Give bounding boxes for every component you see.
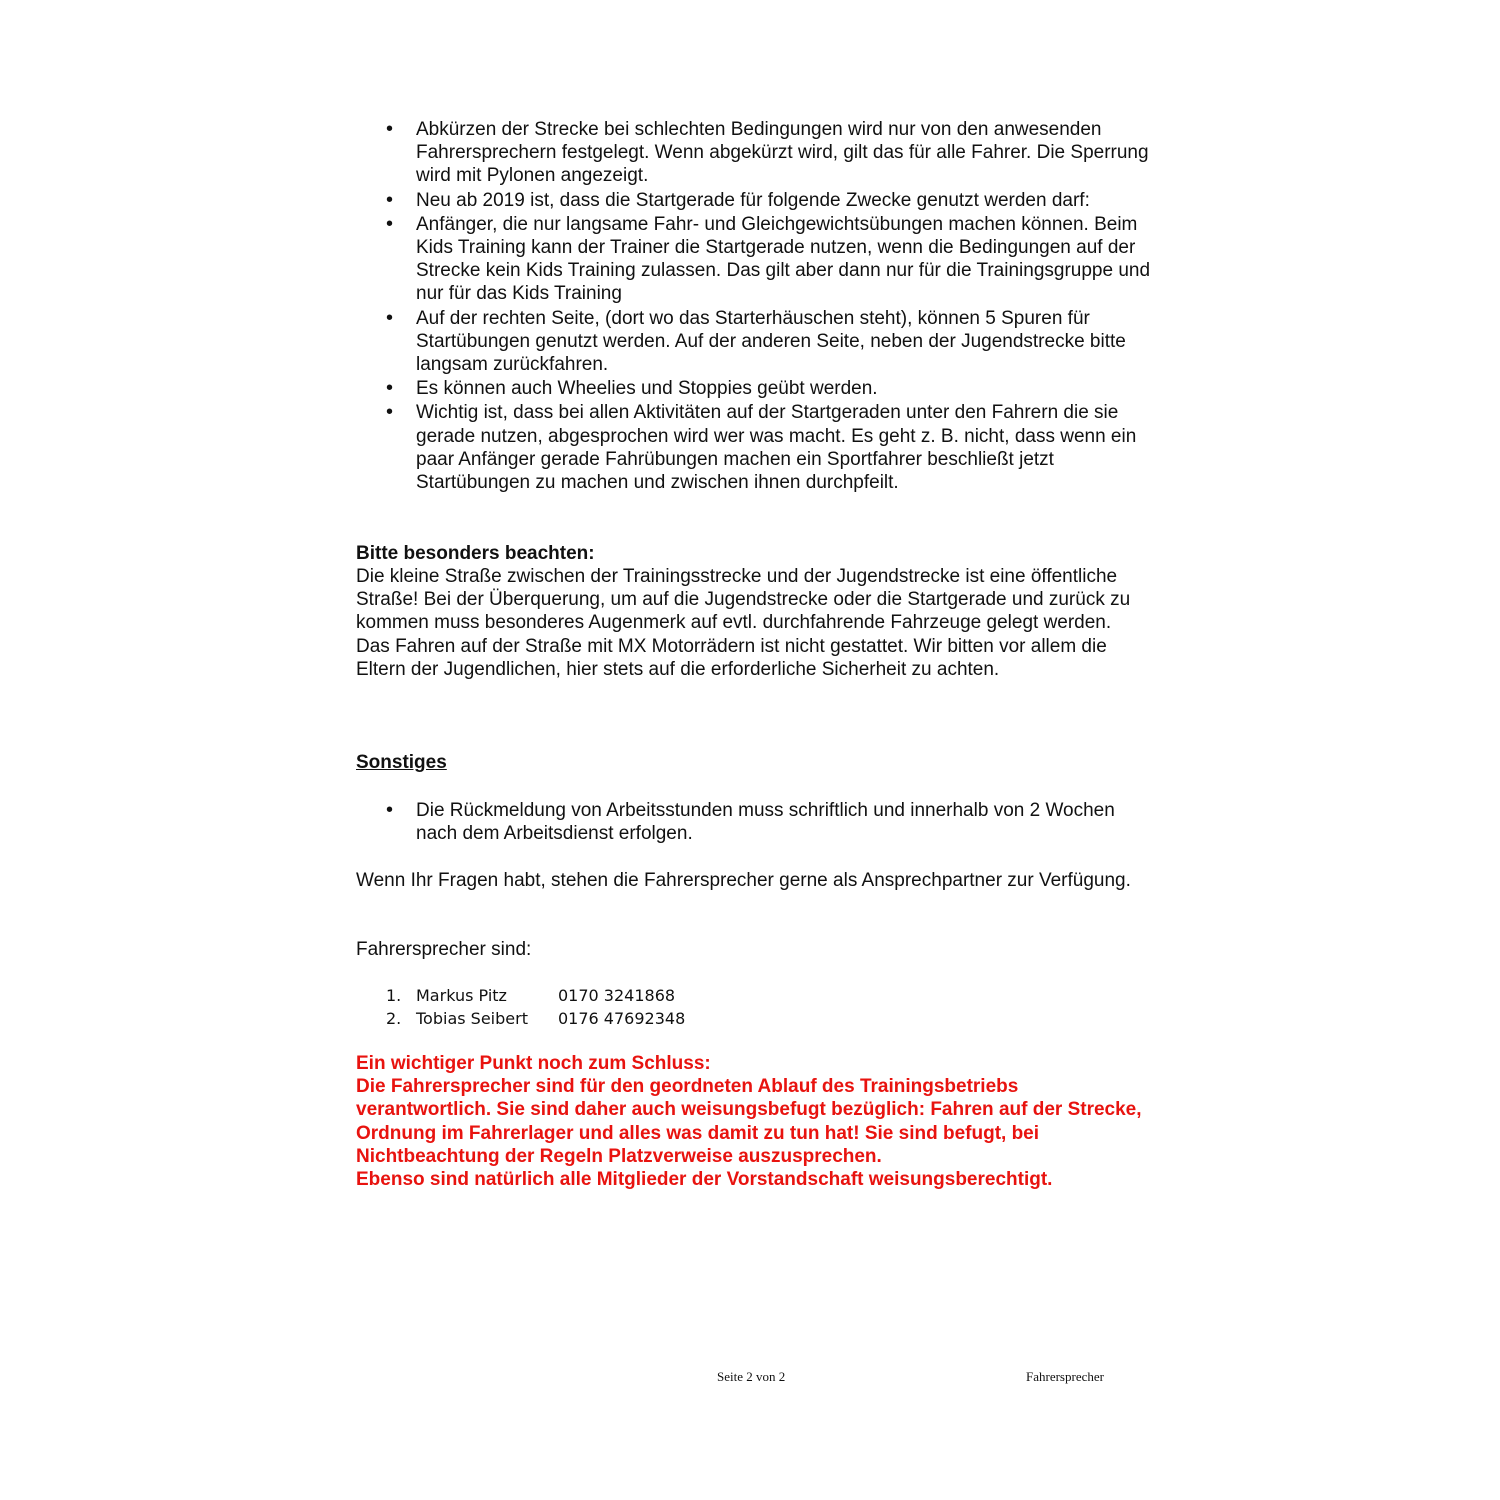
rule-item: • Abkürzen der Strecke bei schlechten Bedingungen wird nur von den anwesenden Fahrersprechern festgelegt. Wenn abgekürzt wird, gilt das für alle Fahrer. Die Sperrung wird mit Pylonen angezeigt. (356, 118, 1156, 188)
important-closing: Ebenso sind natürlich alle Mitglieder der Vorstandschaft weisungsberechtigt. (356, 1169, 1053, 1191)
rule-item: • Anfänger, die nur langsame Fahr- und Gleichgewichtsübungen machen können. Beim Kids Training kann der Trainer die Startgerade nutzen, wenn die Bedingungen auf der Strecke kein Kids Training zulassen. Das gilt aber dann nur für die Trainingsgruppe und nur für das Kids Training (356, 213, 1156, 306)
rule-item: • Auf der rechten Seite, (dort wo das Starterhäuschen steht), können 5 Spuren für Startübungen genutzt werden. Auf der anderen Seite, neben der Jugendstrecke bitte langsam zurückfahren. (356, 307, 1156, 377)
misc-item: • Die Rückmeldung von Arbeitsstunden muss schriftlich und innerhalb von 2 Wochen nach dem Arbeitsdienst erfolgen. (356, 799, 1156, 845)
attention-heading: Bitte besonders beachten: (356, 543, 595, 564)
speaker-number: 1. (386, 986, 402, 1005)
rule-item: • Neu ab 2019 ist, dass die Startgerade für folgende Zwecke genutzt werden darf: (356, 189, 1156, 212)
speaker-phone: 0176 47692348 (558, 1008, 686, 1028)
rules-list (356, 118, 1156, 495)
misc-heading: Sonstiges (356, 752, 447, 773)
questions-text: Wenn Ihr Fragen habt, stehen die Fahrersprecher gerne als Ansprechpartner zur Verfügung. (356, 870, 1131, 891)
misc-list (356, 799, 1156, 845)
rule-item: • Es können auch Wheelies und Stoppies geübt werden. (356, 377, 1156, 400)
important-heading: Ein wichtiger Punkt noch zum Schluss: (356, 1053, 711, 1074)
speakers-label: Fahrersprecher sind: (356, 939, 532, 960)
page-number: Seite 2 von 2 (717, 1369, 786, 1384)
rule-item: • Wichtig ist, dass bei allen Aktivitäten auf der Startgeraden unter den Fahrern die sie gerade nutzen, abgesprochen wird wer was macht. Es geht z. B. nicht, dass wenn ein paar Anfänger gerade Fahrübungen machen ein Sportfahrer beschließt jetzt Startübungen zu machen und zwischen ihnen durchpfeilt. (356, 401, 1156, 494)
important-text: Die Fahrersprecher sind für den geordneten Ablauf des Trainingsbetriebs verantwortlich. Sie sind daher auch weisungsbefugt bezüglich: Fahren auf der Strecke, Ordnung im Fahrerlager und alles was damit zu tun hat! Sie sind befugt, bei Nichtbeachtung der Regeln Platzverweise auszusprechen. (356, 1076, 1142, 1167)
speaker-item (356, 1008, 685, 1031)
speaker-item (356, 985, 685, 1008)
speakers-list (356, 985, 685, 1030)
speaker-name: Markus Pitz (416, 986, 507, 1005)
footer-label: Fahrersprecher (1026, 1369, 1104, 1384)
speaker-name: Tobias Seibert (416, 1008, 528, 1028)
speaker-phone: 0170 3241868 (558, 986, 676, 1005)
important-notice (356, 1052, 1156, 1191)
speaker-number: 2. (386, 1008, 402, 1028)
attention-text: Die kleine Straße zwischen der Trainingsstrecke und der Jugendstrecke ist eine öffentliche Straße! Bei der Überquerung, um auf die Jugendstrecke oder die Startgerade und zurück zu kommen muss besonderes Augenmerk auf evtl. durchfahrende Fahrzeuge gelegt werden. Das Fahren auf der Straße mit MX Motorrädern ist nicht gestattet. Wir bitten vor allem die Eltern der Jugendlichen, hier stets auf die erforderliche Sicherheit zu achten. (356, 566, 1131, 680)
